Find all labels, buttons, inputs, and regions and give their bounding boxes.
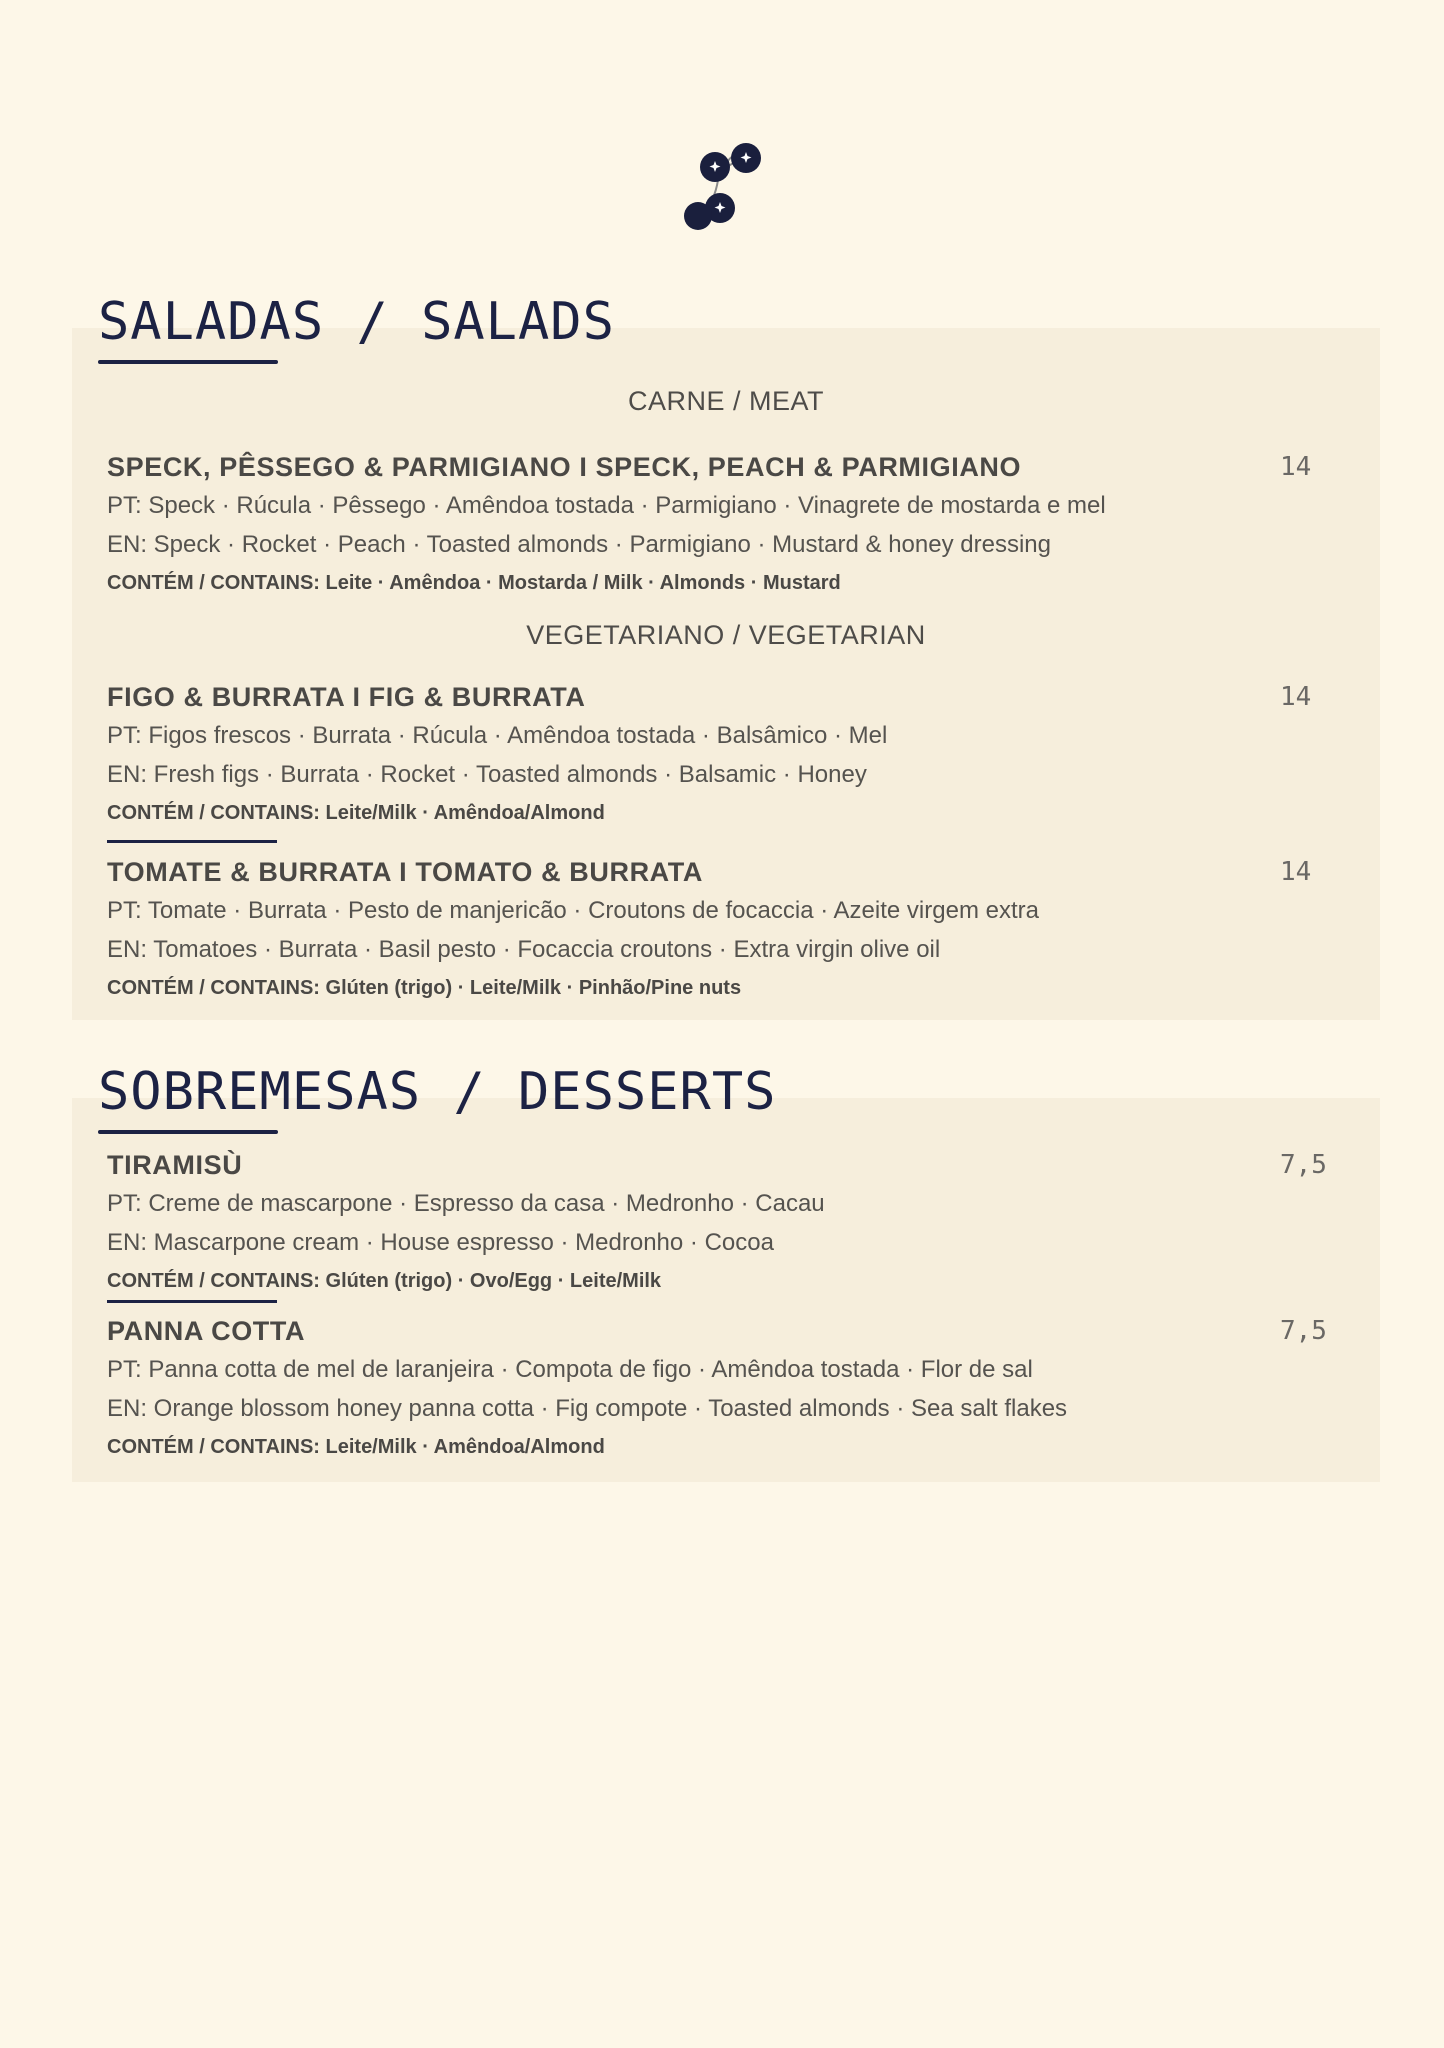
menu-item-price: 14 — [1280, 857, 1312, 887]
menu-item-price: 14 — [1280, 452, 1312, 482]
menu-item-description-en: EN: Speck · Rocket · Peach · Toasted almonds · Parmigiano · Mustard & honey dressing — [107, 531, 1051, 558]
menu-item-description-en: EN: Fresh figs · Burrata · Rocket · Toasted almonds · Balsamic · Honey — [107, 761, 867, 788]
menu-item-description-pt: PT: Creme de mascarpone · Espresso da casa · Medronho · Cacau — [107, 1190, 825, 1217]
menu-item-allergens: CONTÉM / CONTAINS: Leite · Amêndoa · Mostarda / Milk · Almonds · Mustard — [107, 572, 841, 594]
menu-item-allergens: CONTÉM / CONTAINS: Leite/Milk · Amêndoa/Almond — [107, 1436, 605, 1458]
menu-item-name: TIRAMISÙ — [107, 1150, 243, 1180]
menu-item-price: 7,5 — [1280, 1150, 1327, 1180]
menu-item-description-pt: PT: Panna cotta de mel de laranjeira · Compota de figo · Amêndoa tostada · Flor de sal — [107, 1356, 1033, 1383]
menu-item-name: SPECK, PÊSSEGO & PARMIGIANO I SPECK, PEACH & PARMIGIANO — [107, 452, 1022, 482]
section-title-salads — [98, 292, 615, 352]
subheading-meat: CARNE / MEAT — [627, 386, 824, 416]
menu-item-description-pt: PT: Speck · Rúcula · Pêssego · Amêndoa tostada · Parmigiano · Vinagrete de mostarda e mel — [107, 492, 1106, 519]
item-divider — [107, 1300, 277, 1303]
title-underline — [98, 360, 278, 364]
subheading-vegetarian: VEGETARIANO / VEGETARIAN — [526, 620, 926, 650]
menu-item-name: FIGO & BURRATA I FIG & BURRATA — [107, 682, 586, 712]
menu-item-name: PANNA COTTA — [107, 1316, 306, 1346]
item-divider — [107, 840, 277, 843]
cherry-tomatoes-icon — [670, 130, 780, 240]
menu-item-description-en: EN: Mascarpone cream · House espresso · Medronho · Cocoa — [107, 1229, 774, 1256]
menu-item-allergens: CONTÉM / CONTAINS: Glúten (trigo) · Ovo/Egg · Leite/Milk — [107, 1270, 662, 1292]
section-title-desserts — [98, 1062, 777, 1122]
menu-item-description-pt: PT: Tomate · Burrata · Pesto de manjericão · Croutons de focaccia · Azeite virgem extra — [107, 897, 1039, 924]
menu-item-price: 14 — [1280, 682, 1312, 712]
menu-item-price: 7,5 — [1280, 1316, 1327, 1346]
menu-item-allergens: CONTÉM / CONTAINS: Glúten (trigo) · Leite/Milk · Pinhão/Pine nuts — [107, 977, 742, 999]
section-title-text: SOBREMESAS / DESSERTS — [98, 1062, 777, 1122]
menu-item-description-en: EN: Orange blossom honey panna cotta · Fig compote · Toasted almonds · Sea salt flakes — [107, 1395, 1068, 1422]
menu-item-description-en: EN: Tomatoes · Burrata · Basil pesto · Focaccia croutons · Extra virgin olive oil — [107, 936, 941, 963]
menu-item-name: TOMATE & BURRATA I TOMATO & BURRATA — [107, 857, 703, 887]
menu-item-description-pt: PT: Figos frescos · Burrata · Rúcula · Amêndoa tostada · Balsâmico · Mel — [107, 722, 888, 749]
section-title-text: SALADAS / SALADS — [98, 292, 615, 352]
title-underline — [98, 1130, 278, 1134]
menu-item-allergens: CONTÉM / CONTAINS: Leite/Milk · Amêndoa/Almond — [107, 802, 605, 824]
